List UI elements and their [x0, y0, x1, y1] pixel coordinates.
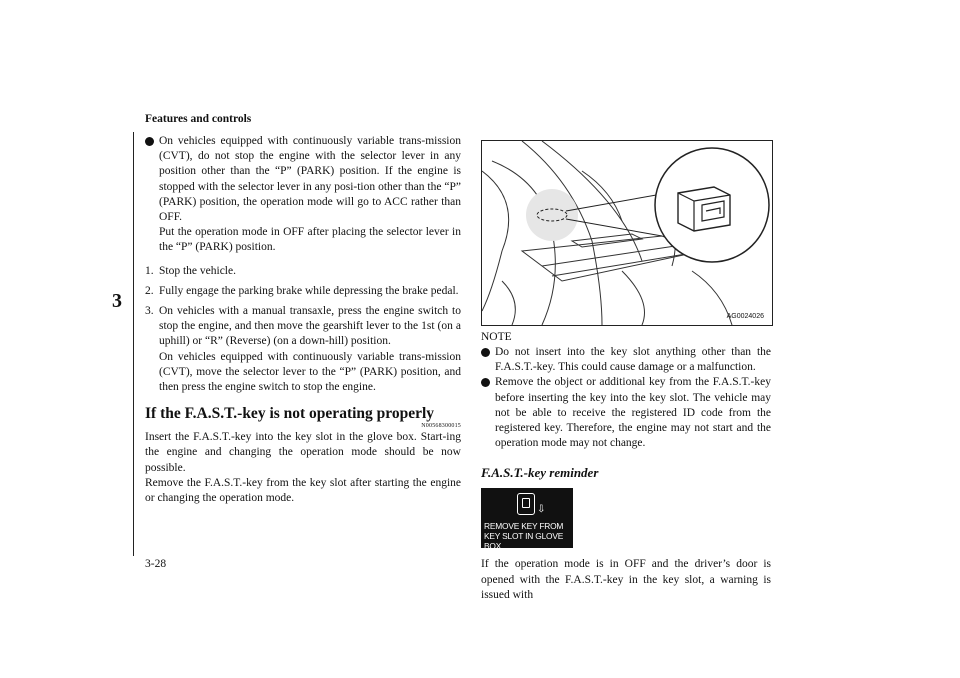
arrow-down-icon: ⇩ [537, 504, 546, 516]
figure-code: AG0024026 [726, 313, 764, 320]
step-3-cvt-text: On vehicles equipped with continuously variable trans-mission (CVT), move the selector lever to the “P” (PARK) position, and then press the engine switch to stop the engine. [159, 350, 461, 394]
note-text: Do not insert into the key slot anything other than the F.A.S.T.-key. This could cause damage or a malfunction. [495, 346, 771, 374]
bullet-icon [145, 137, 154, 146]
key-slot-icon [517, 493, 535, 515]
note-item [481, 375, 771, 451]
glove-box-drawing [482, 141, 772, 325]
cvt-bullet-text: On vehicles equipped with continuously variable trans-mission (CVT), do not stop the engine with the selector lever in any position other than the “P” (PARK) position. If the engine is stopped with the selector lever in any posi-tion other than the “P” (PARK) position, the operation mode will go to ACC rather than OFF. [159, 135, 461, 224]
step-1 [145, 264, 461, 279]
reminder-body: If the operation mode is in OFF and the driver’s door is opened with the F.A.S.T.-key in the key slot, a warning is issued with [481, 558, 771, 601]
step-3 [145, 304, 461, 395]
step-number: 1. [145, 264, 154, 277]
bullet-icon [481, 348, 490, 357]
warning-display [481, 488, 573, 552]
reminder-title: F.A.S.T.-key reminder [481, 465, 599, 481]
page-header-title: Features and controls [145, 113, 252, 125]
cvt-bullet [145, 134, 461, 256]
glove-box-illustration [481, 140, 773, 326]
step-2 [145, 284, 461, 299]
left-column [145, 134, 461, 506]
note-label: NOTE [481, 331, 512, 343]
section-code: N00568300015 [421, 423, 461, 430]
page-number: 3-28 [145, 558, 167, 570]
cvt-bullet-text-2: Put the operation mode in OFF after placing the selector lever in the “P” (PARK) position. [159, 226, 461, 254]
right-column [481, 330, 771, 603]
section-body-1: Insert the F.A.S.T.-key into the key slot in the glove box. Start-ing the engine and changing the operation mode should be now possible. [145, 431, 461, 474]
chapter-divider [133, 132, 134, 556]
chapter-number: 3 [112, 290, 122, 312]
section-body-2: Remove the F.A.S.T.-key from the key slot after starting the engine or changing the operation mode. [145, 476, 461, 505]
bullet-icon [481, 378, 490, 387]
step-text: On vehicles with a manual transaxle, press the engine switch to stop the engine, and then move the gearshift lever to the 1st (on a uphill) or “R” (Reverse) (on a down-hill) position. [159, 305, 461, 348]
step-text: Stop the vehicle. [159, 264, 236, 277]
warning-message: REMOVE KEY FROM KEY SLOT IN GLOVE BOX [484, 521, 564, 552]
note-item [481, 345, 771, 375]
step-number: 2. [145, 284, 154, 297]
section-title: If the F.A.S.T.-key is not operating properly [145, 405, 435, 423]
step-number: 3. [145, 305, 154, 318]
step-text: Fully engage the parking brake while depressing the brake pedal. [159, 284, 459, 297]
note-text: Remove the object or additional key from the F.A.S.T.-key before inserting the key into the key slot. The vehicle may not be able to receive the registered ID code from the registered key. Therefore, the engine may not start and the operation mode may not change. [495, 376, 771, 450]
